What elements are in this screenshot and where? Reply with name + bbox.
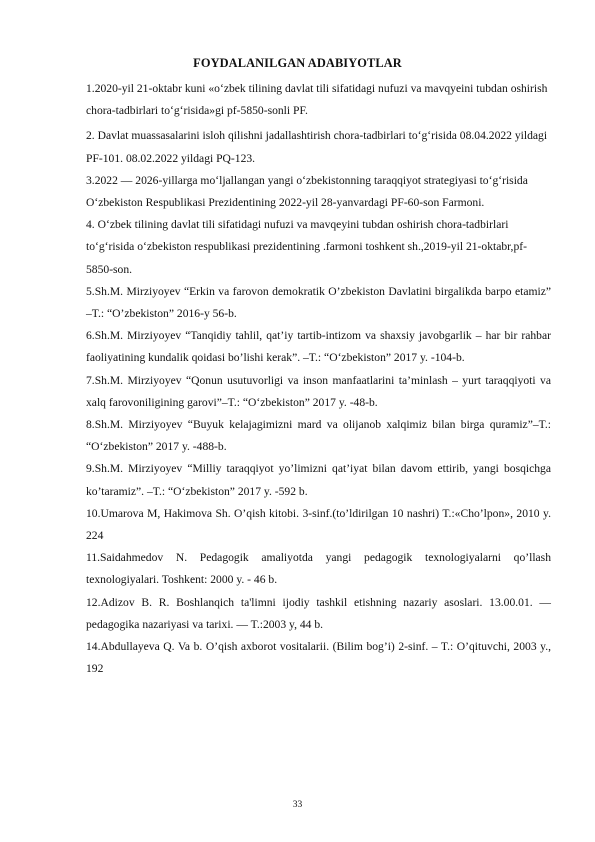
reference-item-12: 12.Adizov B. R. Boshlanqich ta'limni ijodiy tashkil etishning nazariy asoslari. 13.00.01. — pedagogika nazariyasi va tarixi. — T.:2003 y, 44 b.	[86, 595, 551, 631]
reference-item-2: 2. Davlat muassasalarini isloh qilishni jadallashtirish chora-tadbirlari to‘g‘risida 08.04.2022 yildagi PF-101. 08.02.2022 yildagi PQ-123.	[86, 129, 548, 165]
reference-item-4: 4. O‘zbek tilining davlat tili sifatidagi nufuzi va mavqeyini tubdan oshirish chora-tadbirlari to‘g‘risida o‘zbekiston respublikasi prezidentining .farmoni toshkent sh.,2019-yil 21-oktabr,pf-5850-son.	[86, 218, 527, 276]
reference-item-7: 7.Sh.M. Mirziyoyev “Qonun usutuvorligi va inson manfaatlarini ta’minlash – yurt taraqqiyoti va xalq farovoniligining garovi”–T.: “O‘zbekiston” 2017 y. -48-b.	[86, 373, 551, 409]
reference-item-6: 6.Sh.M. Mirziyoyev “Tanqidiy tahlil, qat’iy tartib-intizom va shaxsiy javobgarlik – har bir rahbar faoliyatining kundalik qoidasi bo’lishi kerak”. –T.: “O‘zbekiston” 2017 y. -104-b.	[86, 329, 551, 365]
reference-item-5: 5.Sh.M. Mirziyoyev “Erkin va farovon demokratik O’zbekiston Davlatini birgalikda barpo etamiz” –T.: “O’zbekiston” 2016-y 56-b.	[86, 284, 551, 321]
reference-item-1: 1.2020-yil 21-oktabr kuni «o‘zbek tilining davlat tili sifatidagi nufuzi va mavqyeini tubdan oshirish chora-tadbirlari to‘g‘risida»gi pf-5850-sonli PF.	[86, 82, 548, 118]
reference-item-9: 9.Sh.M. Mirziyoyev “Milliy taraqqiyot yo’limizni qat’iyat bilan davom ettirib, yangi bosqichga ko’taramiz”. –T.: “O‘zbekiston” 2017 y. -592 b.	[86, 462, 551, 498]
reference-item-11: 11.Saidahmedov N. Pedagogik amaliyotda yangi pedagogik texnologiyalarni qo’llash texnologiyalari. Toshkent: 2000 y. - 46 b.	[86, 551, 551, 587]
reference-item-8: 8.Sh.M. Mirziyoyev “Buyuk kelajagimizni mard va olijanob xalqimiz bilan birga quramiz”–T.: “O‘zbekiston” 2017 y. -488-b.	[86, 418, 551, 454]
page-number: 33	[292, 800, 303, 810]
page-title: FOYDALANILGAN ADABIYOTLAR	[193, 56, 402, 70]
reference-item-14: 14.Abdullayeva Q. Va b. O’qish axborot vositalarii. (Bilim bog’i) 2-sinf. – T.: O’qituvchi, 2003 y., 192	[86, 640, 551, 676]
reference-item-10: 10.Umarova M, Hakimova Sh. O’qish kitobi. 3-sinf.(to’ldirilgan 10 nashri) T.:«Cho’lpon», 2010 y. 224	[86, 506, 551, 543]
reference-item-3: 3.2022 — 2026-yillarga mo‘ljallangan yangi o‘zbekistonning taraqqiyot strategiyasi to‘g‘risida O‘zbekiston Respublikasi Prezidentining 2022-yil 28-yanvardagi PF-60-son Farmoni.	[86, 173, 528, 210]
reference-list	[86, 78, 551, 680]
